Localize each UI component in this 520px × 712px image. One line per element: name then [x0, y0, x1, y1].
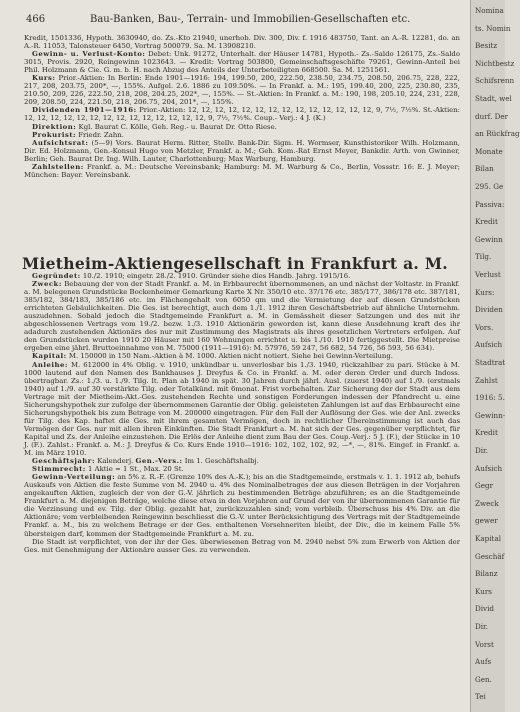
profit-distribution-paragraph: [24, 473, 460, 537]
section-label: Aufsichtsrat:: [32, 138, 89, 147]
edge-text-fragment: Stadt, wel: [475, 94, 512, 103]
edge-text-fragment: Gewinn-: [475, 410, 506, 420]
section-text: Prior.-Aktien: In Berlin: Ende 1901—1916: 194, 199.50, 200, 222.50, 238.50, 234.75, 208.50, 206.75, 228, 222, 217, 208, 203.75, 200*, —, 155%. Aufgel. 2.6. 1886 zu 109.50%. — In Frankf. a. M.: 195, 199.40, 200, 225, 230.80, 235, 210.50, 209, 226, 222.50, 218, 208, 204.25, 202*, —, 155%. — St.-Aktien: In Frankf. a. M.: 190, 198, 205.10, 224, 231, 228, 209, 208.50, 224, 221.50, 218, 206.75, 204, 201*, —, 155%.: [24, 74, 460, 107]
section-label: Anleihe:: [32, 360, 68, 369]
edge-text-fragment: Tilg.: [475, 252, 492, 262]
directors-paragraph: [24, 123, 460, 131]
dividends-paragraph: [24, 106, 460, 122]
edge-text-fragment: Verlust: [475, 270, 501, 279]
fiscal-year-paragraph: [24, 457, 460, 465]
section-label: Gewinn- u. Verlust-Konto:: [32, 50, 146, 59]
section-label: Gen.-Vers.:: [135, 457, 183, 466]
previous-company-section: [24, 34, 460, 179]
section-text: M. 612000 in 4% Oblig. v. 1910, unkündbar u. unverlosbar bis 1./3. 1940, rückzahlbar zu pari. Stücke à M. 1000 lautend auf den Namen des Bankhauses J. Dreyfus & Co. in Frankf. a. M. oder deren Order und durch Indoss. übertragbar. Zs.: 1./3. u. 1./9. Tilg. lt. Plan ab 1940 in spät. 30 Jahren durch jährl. Ausl. (zuerst 1940) auf 1./9. (erstmals 1940) auf 1./9. auf 30 verstärkte Tilg. oder Totalkünd. mit 6monat. Frist vorbehalten. Zur Sicherung der der Stadt aus dem Vertrage mit der Mietheim-Akt.-Ges. zustehenden Rechte und sonstigen Forderungen indessen der Pfandrecht u. eine Sicherungshypothek zur zufolge der übernommenen Garantie der Oblig. geleisteten Zahlungen ist auf das Erbbaurecht eine Sicherungshypothek bis zum Betrage von M. 200000 eingetragen. Für den Fall der Auflösung der Ges. wie der Anl. zwecks für Tilg. des Kap. haftet die Ges. mit ihrem gesamten Vermögen, doch in rechtlicher Übereinstimmung ist auch das Vermögen der Ges. nur mit allen ihren Einkünften. Die Stadt Frankfurt a. M. hat sich der Ges. gegenüber verpflichtet, für Kapital und Zs. der Anleihe einzustehen. Die Erlös der Anleihe dient zum Bau der Ges. Coup.-Verj.: 5 J. (F.), der Stücke in 10 J. (F.). Zahlst.: Frankf. a. M.: J. Dreyfus & Co. Kurs Ende 1910—1916: 102, 102, 102, 92, —*, —, 81%. Eingef. in Frankf. a. M. im März 1910.: [24, 360, 460, 458]
edge-text-fragment: Nomina: [475, 6, 504, 15]
edge-text-fragment: Tei: [475, 692, 486, 702]
section-text: Frankf. a. M.: Deutsche Vereinsbank; Hamburg: M. M. Warburg & Co., Berlin, Vossstr. 16: E. J. Meyer; München: Bayer. Vereinsbank.: [24, 162, 460, 179]
edge-text-fragment: Dir.: [475, 446, 488, 455]
running-head: Bau-Banken, Bau-, Terrain- und Immobilien-Gesellschaften etc.: [90, 14, 411, 25]
edge-text-fragment: Kurs:: [475, 287, 495, 297]
section-text: M. 150000 in 150 Nam.-Aktien à M. 1000. Aktien nicht notiert. Siehe bei Gewinn-Verteilung.: [68, 352, 393, 361]
edge-text-fragment: 1916: 5.: [475, 393, 505, 403]
edge-text-fragment: Bilan: [475, 164, 494, 174]
section-text: (5—9) Vors. Baurat Herm. Ritter, Stellv. Bank-Dir. Sigm. H. Wormser, Kunsthistoriker Wilh. Holzmann, Dir. Ed. Holzmann, Gen.-Konsul Hugo von Metzler, Frankf. a. M.; Geh. Kom.-Rat Ernst Meyer, Bankdir. Arth. von Gwinner, Berlin; Geh. Baurat Dr. Ing. Wilh. Lauter, Charlottenburg; Max Warburg, Hamburg.: [24, 138, 460, 163]
supervisory-board-paragraph: [24, 139, 460, 163]
section-label: Prokurist:: [32, 130, 77, 139]
edge-text-fragment: an Rückfrag: [475, 129, 520, 139]
voting-right-paragraph: [24, 465, 460, 473]
bond-paragraph: [24, 361, 460, 458]
edge-text-fragment: Vorst: [475, 639, 494, 649]
profit-loss-paragraph: [24, 50, 460, 74]
edge-text-fragment: Gewinn: [475, 234, 503, 244]
edge-text-fragment: Gen.: [475, 674, 492, 684]
section-label: Gegründet:: [32, 272, 81, 280]
capital-paragraph: [24, 352, 460, 360]
section-text: Prior.-Aktien: 12, 12, 12, 12, 12, 12, 12, 12, 12, 12, 12, 12, 12, 12, 9, 7½, 7½%. St.-Aktien: 12, 12, 12, 12, 12, 12, 12, 12, 12, 12, 12, 12, 12, 12, 9, 7½, 7½%. Coup.- Verj.: 4 J. (K.): [24, 106, 460, 123]
section-text: 1 Aktie = 1 St., Max. 20 St.: [88, 465, 184, 474]
edge-text-fragment: Zweck: [475, 498, 499, 508]
edge-text-fragment: Kredit: [475, 217, 498, 227]
edge-text-fragment: durf. Der: [475, 111, 509, 121]
section-label: Direktion:: [32, 122, 77, 131]
edge-text-fragment: Stadtrat: [475, 358, 506, 367]
section-label: Dividenden 1901—1916:: [32, 106, 137, 115]
edge-text-fragment: Vors.: [475, 322, 494, 332]
section-text: Bebauung der von der Stadt Frankf. a. M. in Erbbaurecht übernommenen, an und nächst der Voltastr. in Frankf. a. M. belegenen Grundstücke Bockenheimer Gemarkung Karte X Nr. 350/10 etc. 37/176 etc. 385/177, 386/178 etc. 387/181, 385/182, 384/183, 385/186 etc. im Flächengehalt von 6050 qm und die Vermietung der auf diesen Grundstücken errichteten Gebäulichkeiten. Die Ges. ist berechtigt, auch dem 1./1. 1912 ihren Geschäftsbetrieb auf ähnliche Unternehm. auszudehnen. Sobald jedoch die Stadtgemeinde Frankfurt a. M. in Gemässheit dieser Satzungen und des mit ihr abgeschlossenen Vertrags vom 19./2. bezw. 1./3. 1910 Aktionärin geworden ist, kann diese Ausdehnung kraft des ihr adadurch zustehenden Aktionärs des nur mit Zustimmung des Magistrats als ihres gesetzlichen Vertreters erfolgen. Auf den Grundstücken wurden 1910 20 Häuser mit 160 Wohnungen errichtet u. bis 1./10. 1910 fertiggestellt. Die Mietpreise ergeben eine jährl. Bruttoeinnahme von M. 75000 (1911—1916): M. 57976, 59 247, 56 682, 54 726, 56 593, 56 634).: [24, 280, 460, 353]
edge-text-fragment: Besitz: [475, 41, 498, 51]
section-text: Debet: Unk. 91272, Unterhalt. der Häuser 14781, Hypoth.- Zs.-Saldo 126175, Zs.-Saldo 3015, Provis. 2920, Reingewinn 1023643. — Kredit: Vortrag 503800, Gemeinschaftsgeschäfte 79261, Gewinn-Anteil bei Phil. Holzmann & Cie. G. m. b. H. nach Abzug des Anteils der Unterbeteiligten 668500. Sa. M. 1251561.: [24, 50, 460, 75]
section-label: Gewinn-Verteilung:: [32, 473, 116, 482]
section-text: Kgl. Baurat C. Kölle, Geh. Reg.- u. Baurat Dr. Otto Riese.: [78, 122, 277, 131]
section-label: Zahlstellen:: [32, 162, 84, 171]
edge-text-fragment: Monate: [475, 146, 503, 156]
edge-text-fragment: Kurs: [475, 586, 492, 596]
edge-text-fragment: Zahlst: [475, 375, 498, 385]
company-section: [24, 272, 460, 554]
edge-text-fragment: gewer: [475, 516, 498, 526]
balance-continuation: Kredit, 1501336, Hypoth. 3630940, do. Zs.-Kto 21940, unerhob. Div. 300, Div. f. 1916 483750, Tant. an A.-R. 12281, do. an A.-R. 11053, Talonsteuer 6450, Vortrag 500079. Sa. M. 13908210.: [24, 34, 460, 51]
section-label: Kurs:: [32, 74, 56, 83]
edge-text-fragment: Geschäf: [475, 551, 505, 561]
edge-text-fragment: Dir.: [475, 622, 488, 631]
edge-text-fragment: Aufsich: [475, 340, 503, 350]
paying-agents-paragraph: [24, 163, 460, 179]
edge-text-fragment: ts. Nomin: [475, 23, 511, 33]
section-text: Friedr. Zahn.: [78, 130, 124, 139]
edge-text-fragment: Bilanz: [475, 569, 498, 579]
page-number: 466: [26, 14, 46, 25]
edge-text-fragment: Schifsrenn: [475, 76, 515, 86]
section-label: Geschäftsjahr:: [32, 457, 95, 466]
section-text: 10./2. 1910; eingetr. 28./2. 1910. Gründer siehe dies Handb. Jahrg. 1915/16.: [82, 272, 351, 280]
edge-text-fragment: Kredit: [475, 428, 498, 438]
edge-text-fragment: Aufs: [475, 657, 492, 667]
founded-paragraph: [24, 272, 460, 280]
edge-text-fragment: Divid: [475, 604, 495, 614]
edge-text-fragment: Passiva:: [475, 199, 505, 209]
quotation-paragraph: [24, 74, 460, 106]
company-title: Mietheim-Aktiengesellschaft in Frankfurt a. M.: [22, 254, 448, 273]
page-header: [0, 14, 470, 28]
edge-text-fragment: Kapital: [475, 534, 502, 543]
section-text: Im 1. Geschäftshalbj.: [184, 457, 259, 466]
section-label: Kapital:: [32, 352, 67, 361]
edge-text-fragment: 295. Ge: [475, 182, 504, 191]
section-label: Zweck:: [32, 280, 62, 289]
procurator-paragraph: [24, 131, 460, 139]
edge-text-fragment: Dividen: [475, 305, 503, 315]
edge-text-fragment: Aufsich: [475, 463, 503, 473]
section-text: Kalenderj.: [97, 457, 134, 466]
edge-text-fragment: Nichtbestz: [475, 58, 515, 68]
section-text: an 5% z. R.-F. (Grenze 10% des A.-K.); bis an die Stadtgemeinde, erstmals v. 1. 1. 1912 ab, behufs Auskaufs von Aktien die feste Summe von M. 2940 u. 4% des Nominalbetrages der aus diesen Beträgen in der Vorjahren angekauften Aktien, zugleich der von der G.-V. jährlich zu bestimmenden Beträge abzuführen; es an die Stadtgemeinde Frankfurt a. M. diejenigen Beträge, welche diese etwa in den Vorjahren auf Grund der von ihr übernommenen Garantie für die Verzinsung und ev. Tilg. der Oblig. gezahlt hat, zurückzuzahlen sind; vom verbleib. Überschuss bis 4% Div. an die Aktionäre; vom verbleibenden Reingewinn beschliesst die G.-V. unter Berücksichtigung des Vertrags mit der Stadtgemeinde Frankf. a. M., bis zu welchem Betrage er der Ges. enthaltenen Vorsehneriten bleibt, der Div., die in keinem Falle 5% übersteigen darf, kommen der Stadtgemeinde Frankfurt a. M. zu.: [24, 473, 460, 538]
section-label: Stimmrecht:: [32, 465, 86, 474]
adjacent-page-edge: [470, 0, 520, 712]
city-obligation-paragraph: Die Stadt ist verpflichtet, von der ihr der Ges. überwiesenen Betrag von M. 2940 nebst 5% zum Erwerb von Aktien der Ges. mit Genehmigung der Aktionäre ausser Ges. zu verwenden.: [24, 537, 460, 554]
purpose-paragraph: [24, 280, 460, 352]
edge-text-fragment: Gegr: [475, 481, 494, 491]
